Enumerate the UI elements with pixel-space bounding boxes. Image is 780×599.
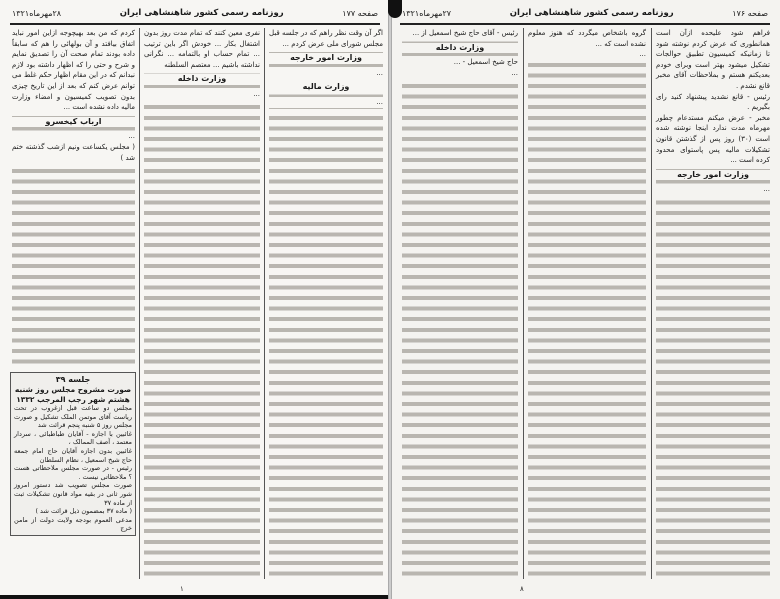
column-divider xyxy=(651,28,652,579)
session-line: مجلس دو ساعت قبل ازغروب در تحت ریاست آقای موتمن الملک تشکیل و صورت مجلس روز ۵ شنبه پنجم قرائت شد xyxy=(14,404,132,430)
session-line: ( ماده ۳۷ بمضمون ذیل قرائت شد ) xyxy=(35,507,132,516)
paragraph: ... xyxy=(269,68,383,79)
ink-blot xyxy=(388,0,402,18)
section-heading: وزارت مالیه xyxy=(269,82,383,93)
session-box xyxy=(10,372,136,536)
session-lines xyxy=(14,404,132,533)
page-number: ۸ xyxy=(520,585,524,593)
right-page xyxy=(390,0,780,599)
paragraph: اگر آن وقت نظر راهم که در جلسه قبل مجلس شورای ملی عرض کردم ... xyxy=(269,29,383,48)
paragraph: کردم که من بعد بهیچوجه ازاین امور نباید اتفاق بیافتد و آن بولهائی را هم که سابقاً داده بودند تمام صحت آن را تصدیق نمایم و شرح و حتی را که اظهار داشته بود لازم نبدانم که در این مقام اظهار حکم غلط می توانم عرض کنم که بعد از این تاریخ چیزی بدون تصویب کمیسیون و امضاء وزارت مالیه داده نشده است ... xyxy=(12,29,135,112)
paragraph: رئیس - قانع نشدید پیشنهاد کنید رای بگیریم . xyxy=(656,92,770,112)
session-line: غائبین با اجازه - آقایان طباطبائی ، سردار معتمد ، آصف الممالک ، xyxy=(14,429,132,447)
paragraph: ... xyxy=(269,97,383,108)
paragraph: ... xyxy=(528,49,646,60)
section-heading: وزارت داخله xyxy=(144,74,260,85)
page-header xyxy=(402,6,768,20)
header-rule xyxy=(10,23,380,25)
page-fold xyxy=(388,0,392,599)
section-heading: وزارت داخله xyxy=(402,43,518,54)
session-subtitle: صورت مشروح مجلس روز شنبه هشتم شهر رجب المرجب ۱۳۳۲ xyxy=(14,385,132,404)
paragraph: رئیس - آقای حاج شیخ اسمعیل از ... xyxy=(402,28,518,39)
column-divider xyxy=(264,28,265,579)
section-heading: ارباب کیخسرو xyxy=(12,117,135,128)
column xyxy=(265,28,387,581)
session-line: غائبین بدون اجازه آقایان حاج امام جمعه حاج شیخ اسمعیل ، نظام السلطان xyxy=(14,446,132,464)
paragraph: نفری معین کنند که تمام مدت روز بدون اشتغال بکار ... خودش اگر باین ترتیب ... تمام حساب او بالتمامه ... نگرانی نداشته باشیم ... معتصم السلطنه xyxy=(144,29,260,69)
masthead: روزنامه رسمی کشور شاهنشاهی ایران xyxy=(509,8,674,18)
session-line: مدعی العموم بودجه ولایت دولت از مامن خرج xyxy=(14,515,132,533)
page-label: صفحه ۱۷۷ xyxy=(342,8,378,18)
column-divider xyxy=(139,28,140,579)
scan-edge xyxy=(0,595,390,599)
session-line: صورت مجلس تصویب شد دستور امروز شور ثانی در بقیه مواد قانون تشکیلات ثبت از ماده ۳۷ xyxy=(14,481,132,507)
masthead: روزنامه رسمی کشور شاهنشاهی ایران xyxy=(119,8,284,18)
section-heading: وزارت امور خارجه xyxy=(269,53,383,64)
session-line: رئیس - در صورت مجلس ملاحظاتی هست ؟ ملاحظاتی نیست . xyxy=(14,464,132,481)
column xyxy=(524,28,650,581)
page-number: ۱ xyxy=(180,585,184,593)
paragraph: حاج شیخ اسمعیل - ... xyxy=(402,57,518,68)
paragraph: ... xyxy=(12,131,135,142)
paragraph: فراهم شود علیحده ازآن است همانطوری که عرض کردم نوشته شود تا زمانیکه کمیسیون تطبیق حوالجات تشکیل میشود بهتر است وبرای خودم بعدیکنم هستم و بملاحظات آقای مخبر قانع نشدم . xyxy=(656,29,770,90)
paragraph: ... xyxy=(144,89,260,100)
paragraph: مخبر - عرض میکنم مستدعام چطور مهرماه مدت ندارد اینجا نوشته شده است (۳۰) روز پس از گذشتن قانون تشکیلات مالیه پس پاستوای محدود کرده است ... xyxy=(656,113,770,165)
section-heading: وزارت امور خارجه xyxy=(656,170,770,181)
date: ۲۸مهرماه۱۳۲۱ xyxy=(12,8,62,18)
paragraph: ... xyxy=(656,184,770,195)
header-rule xyxy=(400,23,770,25)
paragraph: ( مجلس یکساعت ونیم ازشب گذشته ختم شد ) xyxy=(12,142,135,162)
page-label: صفحه ۱۷۶ xyxy=(732,8,768,18)
page-header xyxy=(12,6,378,20)
column xyxy=(140,28,264,581)
column xyxy=(398,28,522,581)
column xyxy=(652,28,774,581)
date: ۲۷مهرماه۱۳۲۱ xyxy=(402,8,452,18)
column xyxy=(8,28,139,367)
column-divider xyxy=(523,28,524,579)
session-title: جلسه ۳۹ xyxy=(55,375,91,384)
paragraph: گروه باشخاص میگردد که هنوز معلوم نشده است که ... xyxy=(528,29,646,48)
paragraph: ... xyxy=(402,68,518,79)
